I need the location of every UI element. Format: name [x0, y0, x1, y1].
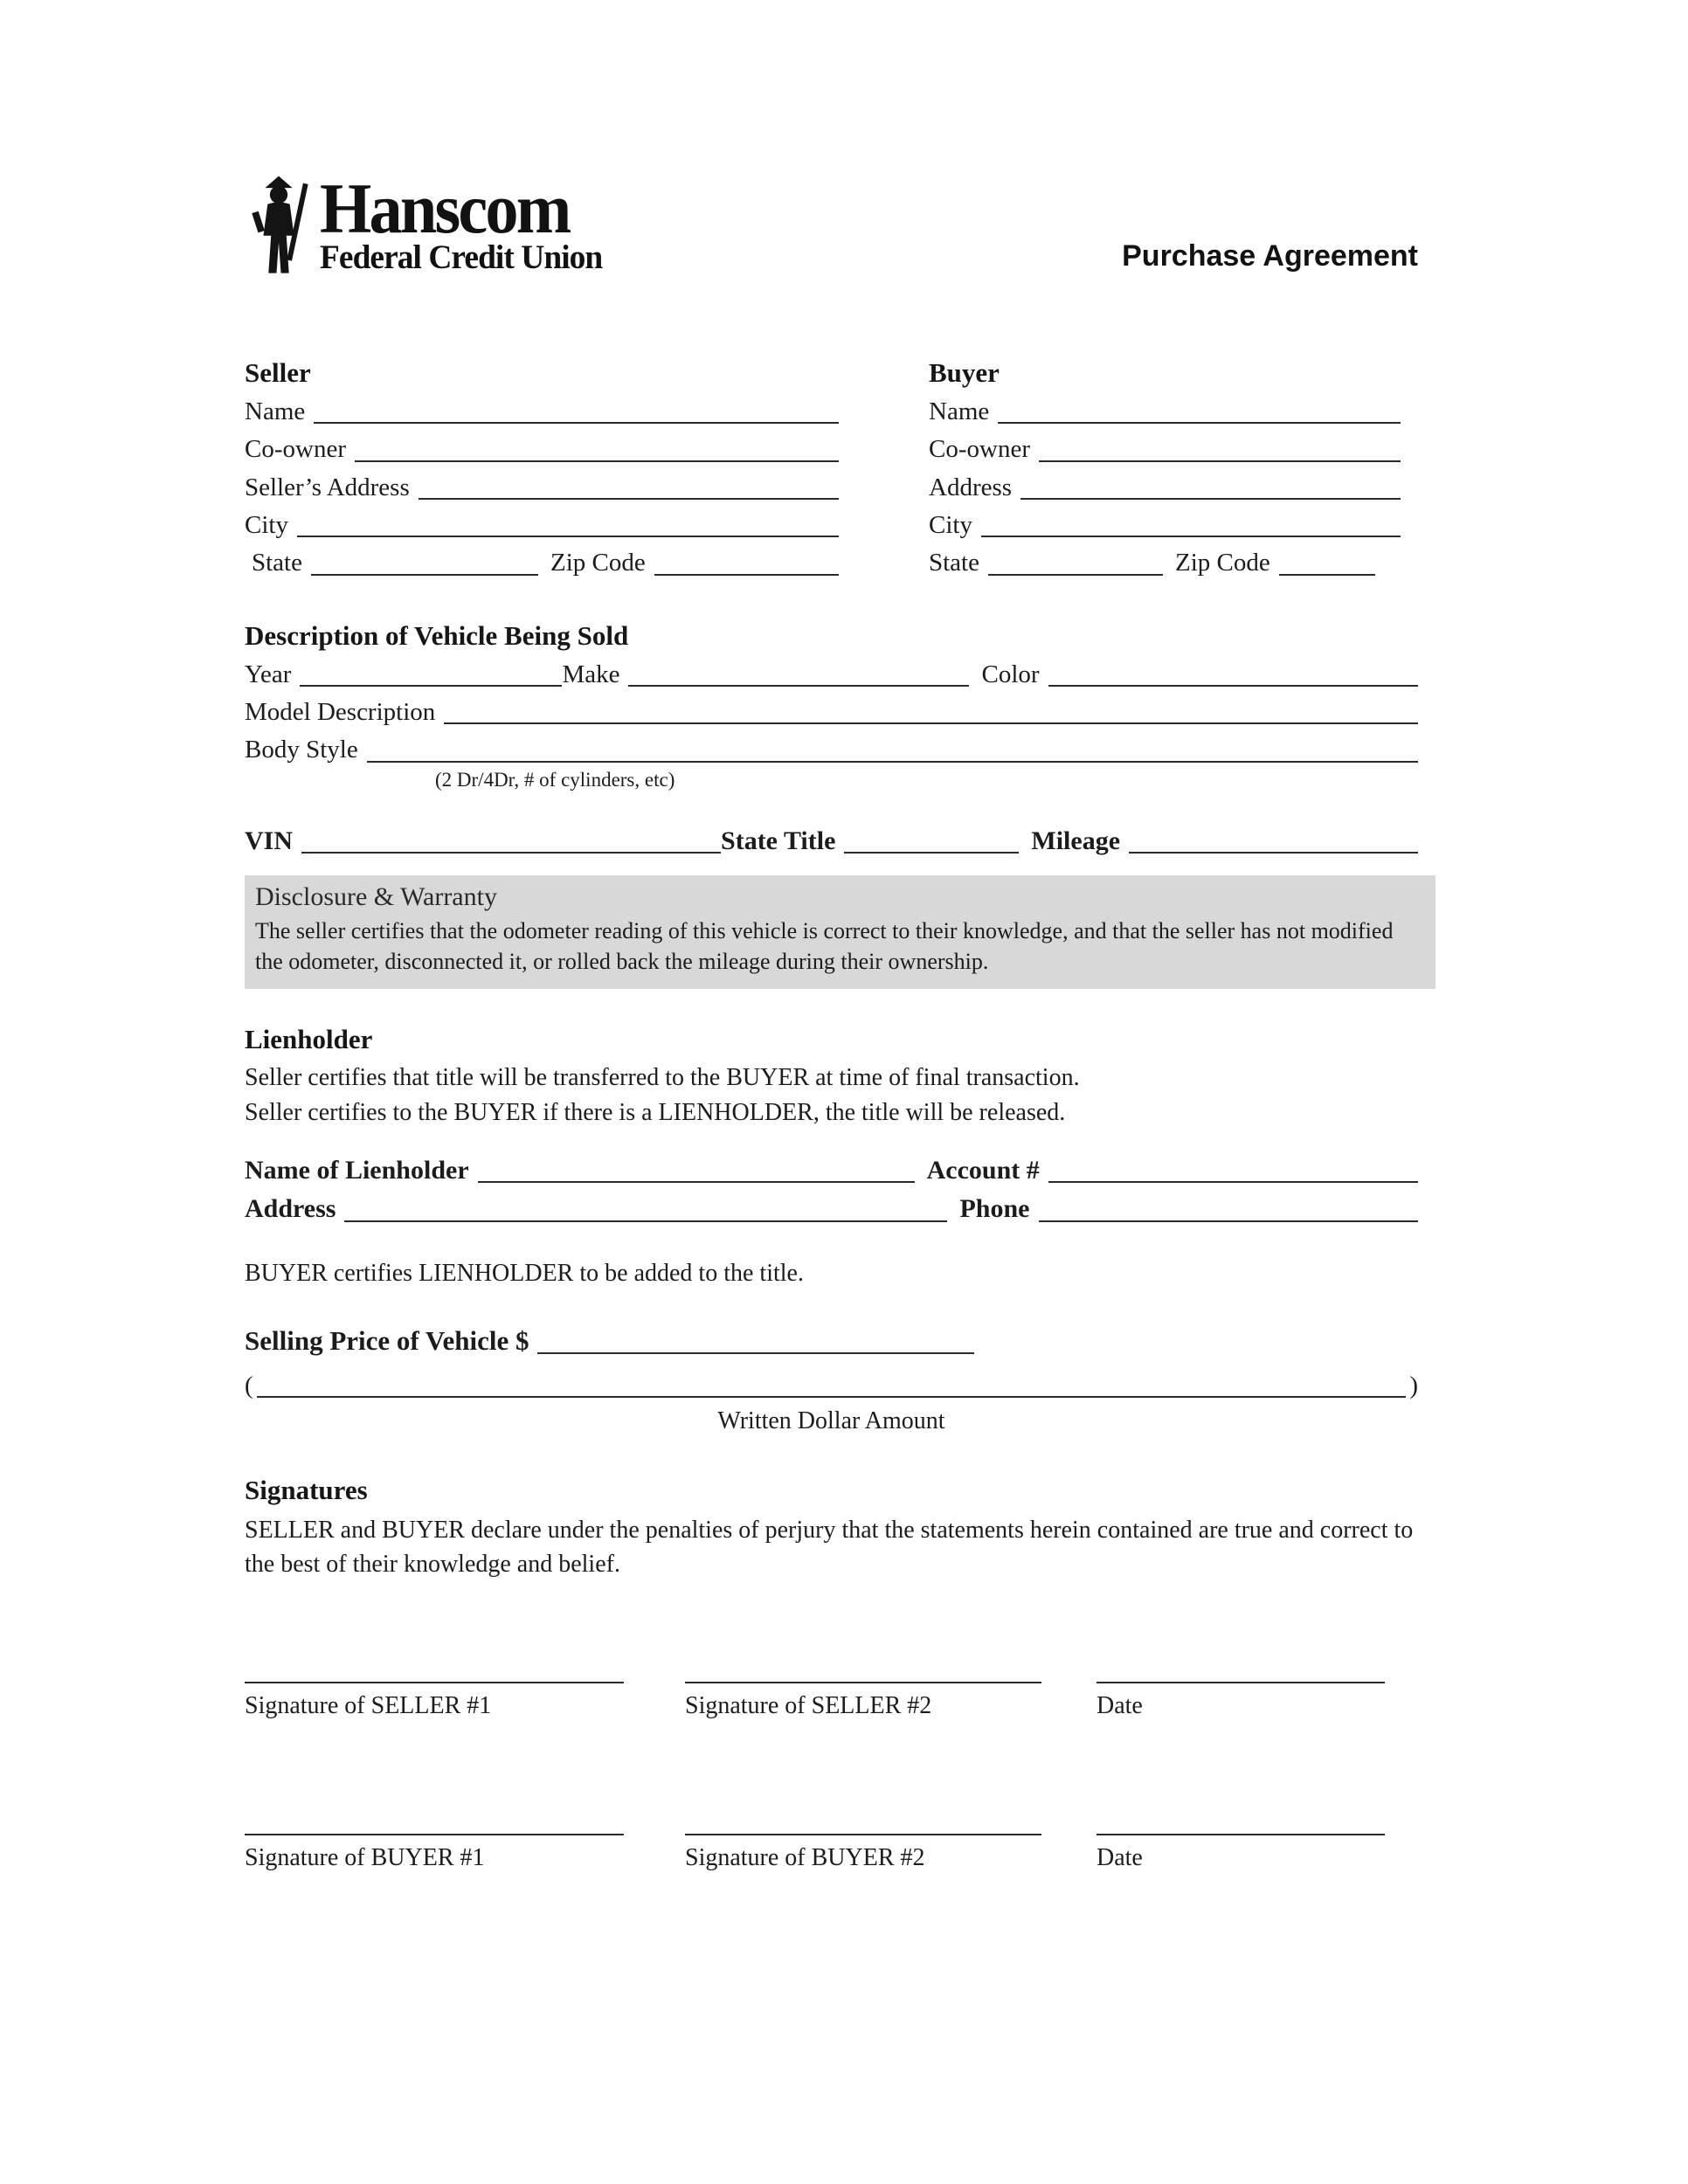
disclosure-heading: Disclosure & Warranty: [255, 882, 497, 912]
document-title: Purchase Agreement: [1122, 239, 1418, 273]
vehicle-body-style-row: [245, 736, 1418, 764]
body-style-label: Body Style: [245, 736, 358, 764]
seller-state-zip-row: [245, 549, 839, 577]
buyer-city-line: [981, 515, 1401, 537]
buyer-section: [929, 357, 1401, 578]
logo-text: [320, 169, 614, 277]
buyer-state-line: [988, 553, 1163, 576]
signatures-heading: Signatures: [245, 1474, 368, 1505]
phone-line: [1039, 1199, 1419, 1222]
lienholder-line1: Seller certifies that title will be transferred to the BUYER at time of final transaction.: [245, 1064, 1080, 1092]
buyer1-signature-block: [245, 1834, 624, 1872]
seller-date-line: [1097, 1682, 1385, 1683]
buyer-signature-row: [245, 1834, 1418, 1872]
page-content: [245, 170, 1418, 1872]
seller-address-line: [419, 477, 839, 500]
seller2-signature-label: Signature of SELLER #2: [685, 1691, 932, 1719]
seller-address-label: Seller’s Address: [245, 473, 410, 501]
logo-brand: Hanscom: [320, 169, 570, 248]
hfcu-logo: [245, 169, 614, 277]
body-style-line: [367, 740, 1418, 763]
disclosure-text: The seller certifies that the odometer reading of this vehicle is correct to their knowledge, and that the seller has not modified the odometer, disconnected it, or rolled back the mileage during their ownership.: [255, 918, 1394, 975]
seller-city-label: City: [245, 511, 288, 540]
seller-name-label: Name: [245, 397, 306, 425]
lienholder-fields: [245, 1156, 1418, 1225]
buyer-coowner-line: [1039, 439, 1401, 462]
lienholder-address-phone-row: [245, 1194, 1418, 1225]
buyer-date-label: Date: [1097, 1843, 1143, 1871]
seller-state-label: State: [252, 549, 302, 577]
lienholder-name-line: [478, 1160, 915, 1183]
year-label: Year: [245, 660, 292, 688]
model-description-label: Model Description: [245, 698, 436, 727]
seller1-signature-line: [245, 1682, 624, 1683]
lienholder-name-label: Name of Lienholder: [245, 1155, 469, 1185]
seller-zip-label: Zip Code: [550, 549, 646, 577]
seller1-signature-block: [245, 1682, 624, 1720]
seller-heading: Seller: [245, 357, 311, 388]
buyer2-signature-line: [685, 1834, 1041, 1835]
mileage-label: Mileage: [1031, 826, 1121, 855]
lienholder-line2: Seller certifies to the BUYER if there is a LIENHOLDER, the title will be released.: [245, 1098, 1066, 1126]
phone-label: Phone: [959, 1194, 1030, 1224]
color-label: Color: [981, 660, 1040, 688]
seller-name-row: [245, 397, 839, 426]
seller-state-line: [311, 553, 538, 576]
state-title-label: State Title: [721, 826, 836, 855]
buyer2-signature-label: Signature of BUYER #2: [685, 1843, 925, 1871]
buyer-address-line: [1020, 477, 1401, 500]
vehicle-section: [245, 620, 1418, 857]
selling-price-line: [537, 1331, 974, 1354]
written-amount-line: [257, 1375, 1407, 1398]
buyer-zip-label: Zip Code: [1175, 549, 1270, 577]
seller-city-row: [245, 511, 839, 540]
model-description-line: [444, 702, 1418, 724]
logo-subtitle: Federal Credit Union: [320, 238, 603, 277]
buyer-address-row: [929, 473, 1401, 502]
mileage-line: [1129, 831, 1418, 854]
buyer-zip-line: [1279, 553, 1375, 576]
buyer-name-label: Name: [929, 397, 990, 425]
buyer-date-line: [1097, 1834, 1385, 1835]
buyer-state-label: State: [929, 549, 979, 577]
buyer-coowner-label: Co-owner: [929, 435, 1030, 464]
vin-row: [245, 826, 1418, 857]
color-line: [1048, 664, 1418, 687]
account-number-line: [1048, 1160, 1418, 1183]
buyer-certify-text: BUYER certifies LIENHOLDER to be added to the title.: [245, 1259, 804, 1287]
account-number-label: Account #: [926, 1155, 1040, 1185]
buyer-coowner-row: [929, 435, 1401, 464]
vin-label: VIN: [245, 826, 294, 855]
buyer-city-row: [929, 511, 1401, 540]
buyer-address-label: Address: [929, 473, 1013, 501]
buyer-date-block: [1097, 1834, 1385, 1872]
signatures-section: [245, 1475, 1418, 1872]
vehicle-year-make-color-row: [245, 660, 1418, 689]
seller-coowner-line: [355, 439, 839, 462]
state-title-line: [844, 831, 1019, 854]
make-label: Make: [562, 660, 620, 688]
buyer-name-row: [929, 397, 1401, 426]
buyer1-signature-label: Signature of BUYER #1: [245, 1843, 485, 1871]
seller1-signature-label: Signature of SELLER #1: [245, 1691, 492, 1719]
lienholder-address-line: [344, 1199, 947, 1222]
seller-section: [245, 357, 839, 578]
year-line: [300, 664, 562, 687]
seller-name-line: [314, 401, 839, 424]
buyer1-signature-line: [245, 1834, 624, 1835]
vin-line: [301, 831, 721, 854]
seller-coowner-row: [245, 435, 839, 464]
seller-date-label: Date: [1097, 1691, 1143, 1719]
make-line: [628, 664, 969, 687]
buyer-state-zip-row: [929, 549, 1401, 577]
selling-price-section: [245, 1325, 1418, 1435]
written-amount-caption: Written Dollar Amount: [717, 1406, 945, 1434]
disclosure-section: [245, 875, 1435, 989]
body-style-note: (2 Dr/4Dr, # of cylinders, etc): [435, 768, 675, 791]
seller-address-row: [245, 473, 839, 502]
seller-city-line: [297, 515, 839, 537]
buyer-name-line: [998, 401, 1401, 424]
seller-date-block: [1097, 1682, 1385, 1720]
minuteman-icon: [245, 174, 313, 277]
seller-coowner-label: Co-owner: [245, 435, 346, 464]
lienholder-section: [245, 1024, 1418, 1290]
vehicle-model-row: [245, 698, 1418, 727]
seller-zip-line: [654, 553, 839, 576]
seller2-signature-line: [685, 1682, 1041, 1683]
selling-price-row: [245, 1325, 1418, 1357]
seller2-signature-block: [685, 1682, 1041, 1720]
paren-open: (: [245, 1371, 253, 1400]
vehicle-heading: Description of Vehicle Being Sold: [245, 619, 629, 651]
lienholder-address-label: Address: [245, 1194, 336, 1224]
buyer2-signature-block: [685, 1834, 1041, 1872]
lienholder-name-account-row: [245, 1156, 1418, 1186]
buyer-heading: Buyer: [929, 357, 1000, 388]
selling-price-label: Selling Price of Vehicle $: [245, 1325, 529, 1356]
header: [245, 170, 1418, 277]
buyer-city-label: City: [929, 511, 972, 540]
seller-signature-row: [245, 1682, 1418, 1720]
parties-section: [245, 357, 1418, 578]
written-amount-row: [245, 1372, 1418, 1400]
paren-close: ): [1409, 1371, 1418, 1400]
lienholder-heading: Lienholder: [245, 1024, 373, 1055]
perjury-declaration: SELLER and BUYER declare under the penalties of perjury that the statements herein contained are true and correct to the best of their knowledge and belief.: [245, 1516, 1414, 1578]
